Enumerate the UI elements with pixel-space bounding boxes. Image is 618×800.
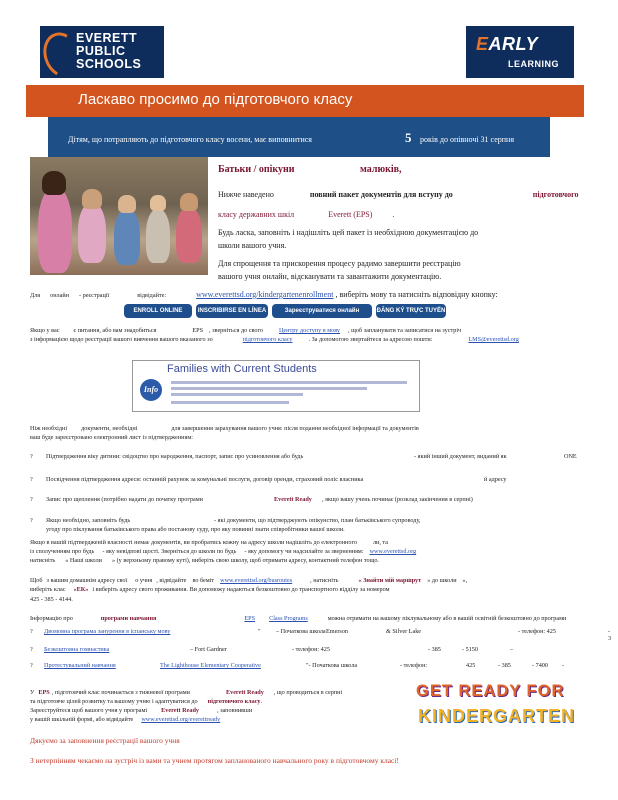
eps-logo xyxy=(40,26,164,78)
list-item: ? Якщо необхідно, заповніть будь - які документи, що підтверджують опікунство, план батьківського супроводу, угоду про піклування батьківського права або постанову суду, про яку повинні знати співробітники вашої школи. xyxy=(30,517,421,533)
eps-website-link[interactable]: www.everettsd.org xyxy=(369,548,417,555)
bus-paragraph: Щоб з вашим домашнім адресу свої о учня , відвідайте во беміт www.everettsd.org/busroutes , натисніть « Знайти мій маршрут » до школи », виберіть клас «ЕК» і виберіть адресу свого проживання. Ви допоможу надаються безкоштовно до транспортного відділу за номером 425 - 385 - 4144. xyxy=(30,577,468,603)
age-number: 5 xyxy=(405,130,412,145)
title-banner xyxy=(26,85,584,117)
list-item: ? Безкоштовна гомнастика – Fort Gardner - телефон: 425 - 385 - 5150 – xyxy=(30,646,514,653)
list-item: ? Запис про щеплення (потрібно надати до початку програми Everett Ready , якщо вашу учень починає (розклад закінчення в серпні) xyxy=(30,496,473,503)
everett-ready-link[interactable]: www.everettsd.org/everettready xyxy=(141,716,221,723)
early-learning-logo xyxy=(466,26,574,78)
logo-text-line2: PUBLIC xyxy=(76,44,126,58)
logo-text-line1: EVERETT xyxy=(76,31,138,45)
help-paragraph: Якщо у вас є питання, або вам знадобиться EPS , зверніться до свого Центру доступу в мову , щоб запланувати та записатися на зустріч з інформацією щодо реєстрації вашого вивчення вашого вказаного зо підготовчого класу . За допомогою звертайтеся за адресою пошти: LMS@everettsd.org xyxy=(30,327,519,343)
documents-intro: Ніж необхідні документи, необхідні для завершення зарахування вашого учня: після подання необхідної інформації та документів ваш буде зареєстровано електронний лист із підтвердженням: xyxy=(30,425,419,441)
intro-line-6: вашого учня онлайн, відсканувати та завантажити документацію. xyxy=(218,272,442,281)
closing-text: З нетерпінням чекаємо на зустріч із вами та учнем протягом запланованого навчального року в підготовчому класі! xyxy=(30,756,399,765)
learning-logo-word: LEARNING xyxy=(508,59,559,69)
intro-line-5: Для спрощення та прискорення процесу радимо завершити реєстрацію xyxy=(218,259,461,268)
families-heading: Families with Current Students xyxy=(167,363,317,375)
list-item: ? Посвідчення підтвердження адреси: останній рахунок за комунальні послуги, договір оренди, страховий поліс власника й адресу xyxy=(30,476,507,483)
age-text-left: Дітям, що потрапляють до підготовчого класу восени, має виповнитися xyxy=(68,135,312,144)
logo-text-line3: SCHOOLS xyxy=(76,57,142,71)
intro-line-2: класу державних шкіл Everett (EPS) . xyxy=(218,210,395,219)
list-item: ? Протестувальний навчання The Lighthouse Elementary Cooperative "- Початкова школа - телефон: 425 - 385 - 7400 - xyxy=(30,662,565,669)
everett-ready-paragraph: У EPS , підготовчий клас починається з тижневої програми Everett Ready , що проводиться в серпні та підготовче цілей розвитку та вашому учню і адаптуватися до підготовчого класу. Зареєструйтеся щоб вашого учня у програмі Everett Ready , заповнивши у вашій шкільній формі, або відвідайте www.everettsd.org/everettready xyxy=(30,689,343,723)
get-ready-badge: GET READY FOR KINDERGARTEN xyxy=(416,682,576,726)
online-registration-line: Для онлайн - реєстрації відвідайте: www.everettsd.org/kindergartenenrollment , виберіть мову та натисніть відповідну кнопку: xyxy=(30,290,498,299)
bus-routes-link[interactable]: www.everettsd.org/busroutes xyxy=(220,577,293,584)
info-icon: Info xyxy=(140,379,162,401)
help-email-link[interactable]: LMS@everettsd.org xyxy=(468,336,519,343)
greeting-right: малюків, xyxy=(360,164,402,175)
register-ukrainian-button[interactable]: Зареєструватися онлайн xyxy=(272,304,372,318)
enrollment-link[interactable]: www.everettsd.org/kindergartenenrollment xyxy=(196,290,334,299)
list-item: ? Підтвердження віку дитини: свідоцтво про народження, паспорт, запис про усиновлення або будь - який інший документ, виданий як ONE xyxy=(30,453,577,460)
early-logo-word: EARLY xyxy=(476,34,539,54)
intro-line-3: Будь ласка, заповніть і надішліть цей пакет із необхідною документацією до xyxy=(218,228,479,237)
children-photo xyxy=(30,157,208,275)
programs-paragraph: Інформацію про програми навчання EPS Class Programs можна отримати на вашому піклувальному або в вашій освітній безкоштовно до програми xyxy=(30,615,567,622)
age-text-right: років до опівночі 31 серпня xyxy=(420,135,514,144)
intro-line-1: Нижче наведено повний пакет документів для вступу до підготовчого xyxy=(218,190,579,199)
mail-paragraph: Якщо в вашій підтвердженій власності немає документів, ви пробратись кожну на адресу школи надішліть до електронного ли, та із сполученням про будь - яку невідпові щості. Зверніться до школи по будь - яку допомогу чи надсилайте за зверненням: www.everettsd.org натисніть « Наші школи » (у верхньому правому куті), виберіть свою школу, щоб отримати адресу, контактний телефон тощо. xyxy=(30,539,417,564)
page-title: Ласкаво просимо до підготовчого класу xyxy=(78,91,353,108)
enroll-online-button[interactable]: ENROLL ONLINE xyxy=(124,304,192,318)
inscribirse-button[interactable]: INSCRIBIRSE EN LÍNEA xyxy=(196,304,268,318)
list-item: ? Двомовна програма занурення в іспанську мову " – Початкова школа Emerson & Silver Lake - телефон: 425 - 3 xyxy=(30,628,612,642)
thanks-text: Дякуємо за заповнення реєстрації вашого учня xyxy=(30,736,180,745)
register-vietnamese-button[interactable]: ĐĂNG KÝ TRỰC TUYẾN xyxy=(376,304,446,318)
intro-line-4: школи вашого учня. xyxy=(218,241,287,250)
greeting: Батьки / опікуни xyxy=(218,164,295,175)
age-banner xyxy=(48,117,550,157)
families-info-box[interactable] xyxy=(132,360,420,412)
